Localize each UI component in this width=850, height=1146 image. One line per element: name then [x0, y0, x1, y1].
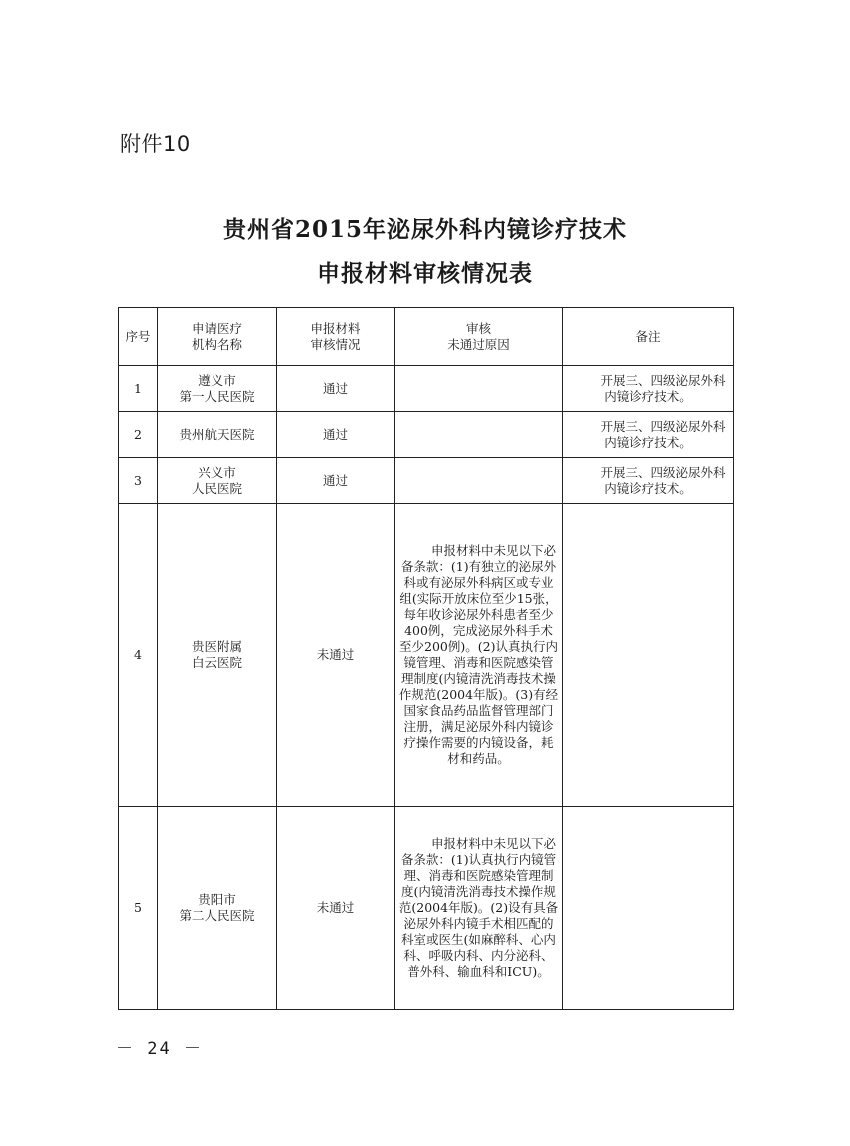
header-reason-line1: 审核 — [465, 320, 491, 336]
cell-reason — [395, 807, 563, 1010]
header-status-line1: 申报材料 — [310, 320, 361, 336]
cell-status: 通过 — [277, 366, 395, 412]
header-status-line2: 审核情况 — [310, 336, 361, 352]
institution-line1: 兴义市 — [198, 464, 236, 480]
institution-line1: 贵州航天医院 — [179, 426, 255, 442]
attachment-label: 附件10 — [120, 132, 191, 156]
cell-remark — [563, 412, 734, 458]
table-header-row — [119, 308, 734, 366]
cell-institution — [158, 366, 277, 412]
cell-reason — [395, 458, 563, 504]
institution-line1: 贵医附属 — [191, 639, 242, 654]
header-seq: 序号 — [119, 308, 158, 366]
institution-line2: 人民医院 — [191, 480, 242, 496]
table-row — [119, 412, 734, 458]
header-reason — [395, 308, 563, 366]
document-title-line2: 申报材料审核情况表 — [317, 260, 533, 287]
institution-line1: 遵义市 — [198, 372, 236, 388]
table-row — [119, 366, 734, 412]
cell-reason — [395, 366, 563, 412]
cell-remark — [563, 458, 734, 504]
cell-status: 通过 — [277, 458, 395, 504]
institution-line2: 第一人民医院 — [179, 388, 255, 404]
header-remark: 备注 — [563, 308, 734, 366]
cell-seq: 4 — [119, 504, 158, 807]
remark-text: 开展三、四级泌尿外科内镜诊疗技术。 — [600, 464, 726, 496]
page-number: － 24 － — [116, 1039, 203, 1059]
cell-remark — [563, 366, 734, 412]
table-row — [119, 504, 734, 807]
header-status — [277, 308, 395, 366]
cell-seq: 1 — [119, 366, 158, 412]
cell-institution — [158, 412, 277, 458]
cell-reason — [395, 504, 563, 807]
header-institution — [158, 308, 277, 366]
institution-line1: 贵阳市 — [198, 892, 236, 907]
table-row — [119, 458, 734, 504]
remark-text: 开展三、四级泌尿外科内镜诊疗技术。 — [600, 372, 726, 404]
cell-status: 未通过 — [277, 807, 395, 1010]
reason-text: 申报材料中未见以下必备条款：(1)有独立的泌尿外科或有泌尿外科病区或专业组(实际开放床位至少15张，每年收诊泌尿外科患者至少400例，完成泌尿外科手术至少200例)。(2)认真执行内镜管理、消毒和医院感染管理制度(内镜清洗消毒技术操作规范(2004年版)。(3)有经国家食品药品监督管理部门注册，满足泌尿外科内镜诊疗操作需要的内镜设备，耗材和药品。 — [398, 543, 559, 766]
cell-status: 通过 — [277, 412, 395, 458]
cell-seq: 2 — [119, 412, 158, 458]
cell-remark — [563, 504, 734, 807]
document-title-line1: 贵州省2015年泌尿外科内镜诊疗技术 — [222, 216, 627, 243]
cell-institution — [158, 807, 277, 1010]
cell-institution — [158, 504, 277, 807]
table-row — [119, 807, 734, 1010]
cell-status: 未通过 — [277, 504, 395, 807]
cell-seq: 5 — [119, 807, 158, 1010]
header-institution-line1: 申请医疗 — [191, 320, 242, 336]
header-institution-line2: 机构名称 — [191, 336, 242, 352]
institution-line2: 白云医院 — [191, 655, 242, 670]
institution-line2: 第二人民医院 — [179, 908, 255, 923]
review-table — [118, 307, 734, 1010]
cell-reason — [395, 412, 563, 458]
cell-remark — [563, 807, 734, 1010]
cell-seq: 3 — [119, 458, 158, 504]
reason-text: 申报材料中未见以下必备条款：(1)认真执行内镜管理、消毒和医院感染管理制度(内镜清洗消毒技术操作规范(2004年版)。(2)设有具备泌尿外科内镜手术相匹配的科室或医生(如麻醉科、心内科、呼吸内科、内分泌科、普外科、输血科和ICU)。 — [398, 836, 559, 979]
remark-text: 开展三、四级泌尿外科内镜诊疗技术。 — [600, 418, 726, 450]
cell-institution — [158, 458, 277, 504]
header-reason-line2: 未通过原因 — [447, 336, 510, 352]
